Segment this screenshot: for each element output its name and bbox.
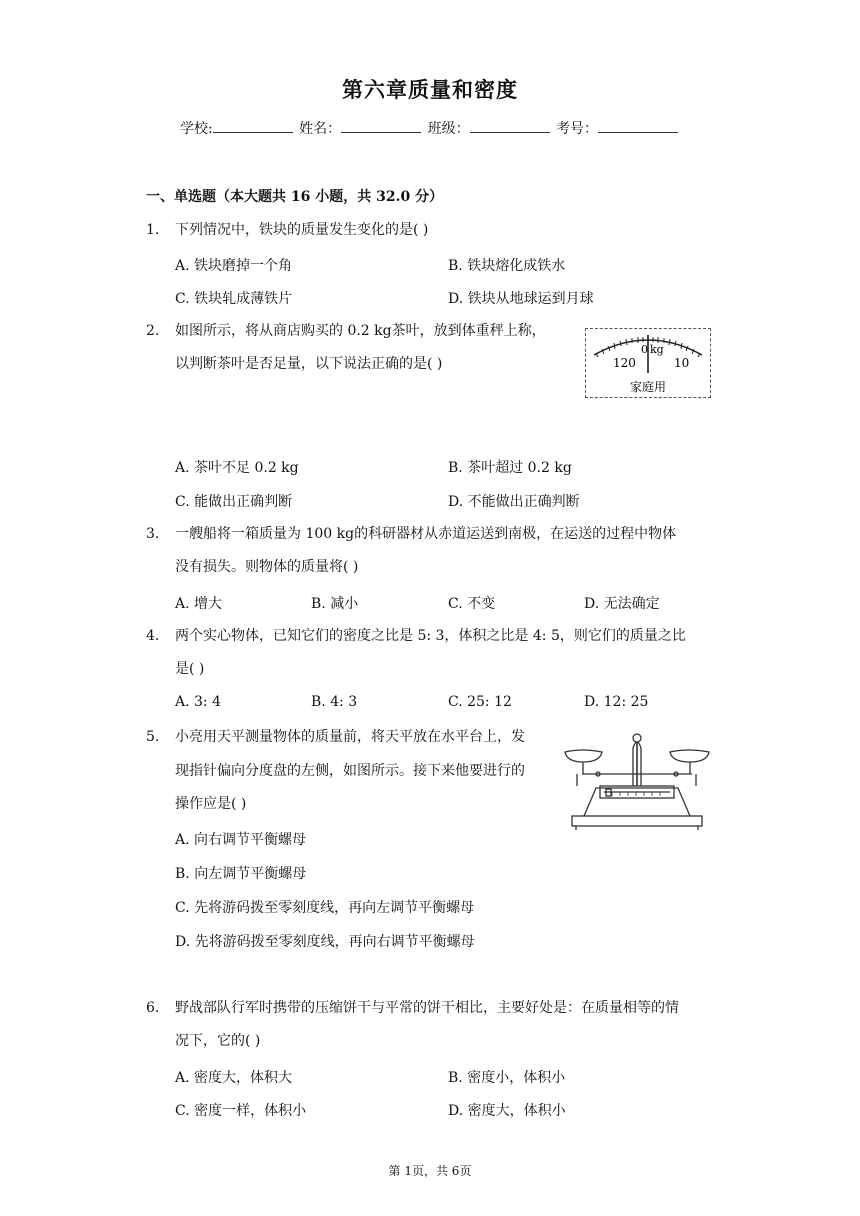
question-stem: 小亮用天平测量物体的质量前，将天平放在水平台上，发	[175, 729, 525, 745]
question-number: 3.	[146, 526, 160, 542]
option: B. 减小	[311, 596, 359, 612]
school-label: 学校:	[179, 121, 213, 137]
option: D. 12: 25	[584, 694, 649, 710]
option: A. 增大	[175, 596, 223, 612]
page-title: 第六章质量和密度	[342, 77, 518, 102]
scale-zero-label: 0	[641, 343, 648, 356]
question-number: 4.	[146, 628, 160, 644]
option: A. 铁块磨掉一个角	[175, 258, 293, 274]
name-blank	[341, 118, 421, 133]
question-stem: 下列情况中，铁块的质量发生变化的是( )	[175, 222, 429, 238]
student-info-line	[0, 118, 860, 138]
question-stem: 以判断茶叶是否足量，以下说法正确的是( )	[175, 356, 443, 372]
option: C. 先将游码拨至零刻度线，再向左调节平衡螺母	[175, 900, 475, 916]
school-blank	[213, 118, 293, 133]
question-stem: 两个实心物体，已知它们的密度之比是 5: 3，体积之比是 4: 5，则它们的质量之比	[175, 628, 686, 644]
option: D. 密度大，体积小	[448, 1103, 566, 1119]
question-stem: 一艘船将一箱质量为 100 kg的科研器材从赤道运送到南极，在运送的过程中物体	[175, 526, 677, 542]
scale-dial-icon	[586, 329, 710, 397]
balance-scale-icon	[562, 728, 712, 833]
name-label: 姓名：	[299, 121, 342, 137]
scale-unit-label: kg	[650, 343, 664, 356]
question-stem: 况下，它的( )	[175, 1033, 261, 1049]
question-number: 5.	[146, 729, 160, 745]
option: B. 向左调节平衡螺母	[175, 866, 307, 882]
option: B. 茶叶超过 0.2 kg	[448, 460, 572, 476]
section-heading: 一、单选题（本大题共 16 小题，共 32.0 分）	[146, 189, 444, 205]
option: D. 不能做出正确判断	[448, 494, 580, 510]
exam-number-label: 考号：	[556, 121, 599, 137]
question-number: 6.	[146, 1000, 160, 1016]
option: B. 铁块熔化成铁水	[448, 258, 566, 274]
scale-tick-label: 120	[613, 356, 636, 370]
option: A. 密度大，体积大	[175, 1070, 293, 1086]
question-stem: 没有损失。则物体的质量将( )	[175, 559, 359, 575]
option: A. 向右调节平衡螺母	[175, 832, 307, 848]
balance-figure	[562, 728, 712, 833]
class-label: 班级：	[427, 121, 470, 137]
question-stem: 野战部队行军时携带的压缩饼干与平常的饼干相比，主要好处是：在质量相等的情	[175, 1000, 679, 1016]
exam-number-blank	[598, 118, 678, 133]
option: B. 4: 3	[311, 694, 358, 710]
question-stem: 如图所示，将从商店购买的 0.2 kg茶叶，放到体重秤上称，	[175, 323, 546, 339]
scale-caption: 家庭用	[629, 380, 667, 394]
option: C. 能做出正确判断	[175, 494, 293, 510]
option: C. 铁块轧成薄铁片	[175, 291, 293, 307]
option: C. 密度一样，体积小	[175, 1103, 307, 1119]
scale-tick-label: 10	[674, 356, 690, 370]
question-stem: 操作应是( )	[175, 796, 247, 812]
bathroom-scale-figure	[585, 328, 711, 398]
option: D. 无法确定	[584, 596, 660, 612]
option: A. 茶叶不足 0.2 kg	[175, 460, 299, 476]
page-footer: 第 1页，共 6页	[388, 1164, 472, 1178]
option: C. 25: 12	[448, 694, 512, 710]
option: A. 3: 4	[175, 694, 221, 710]
class-blank	[470, 118, 550, 133]
option: D. 铁块从地球运到月球	[448, 291, 594, 307]
option: B. 密度小，体积小	[448, 1070, 566, 1086]
question-stem: 现指针偏向分度盘的左侧，如图所示。接下来他要进行的	[175, 763, 525, 779]
option: D. 先将游码拨至零刻度线，再向右调节平衡螺母	[175, 934, 475, 950]
option: C. 不变	[448, 596, 496, 612]
question-stem: 是( )	[175, 661, 205, 677]
question-number: 1.	[146, 222, 160, 238]
question-number: 2.	[146, 323, 160, 339]
